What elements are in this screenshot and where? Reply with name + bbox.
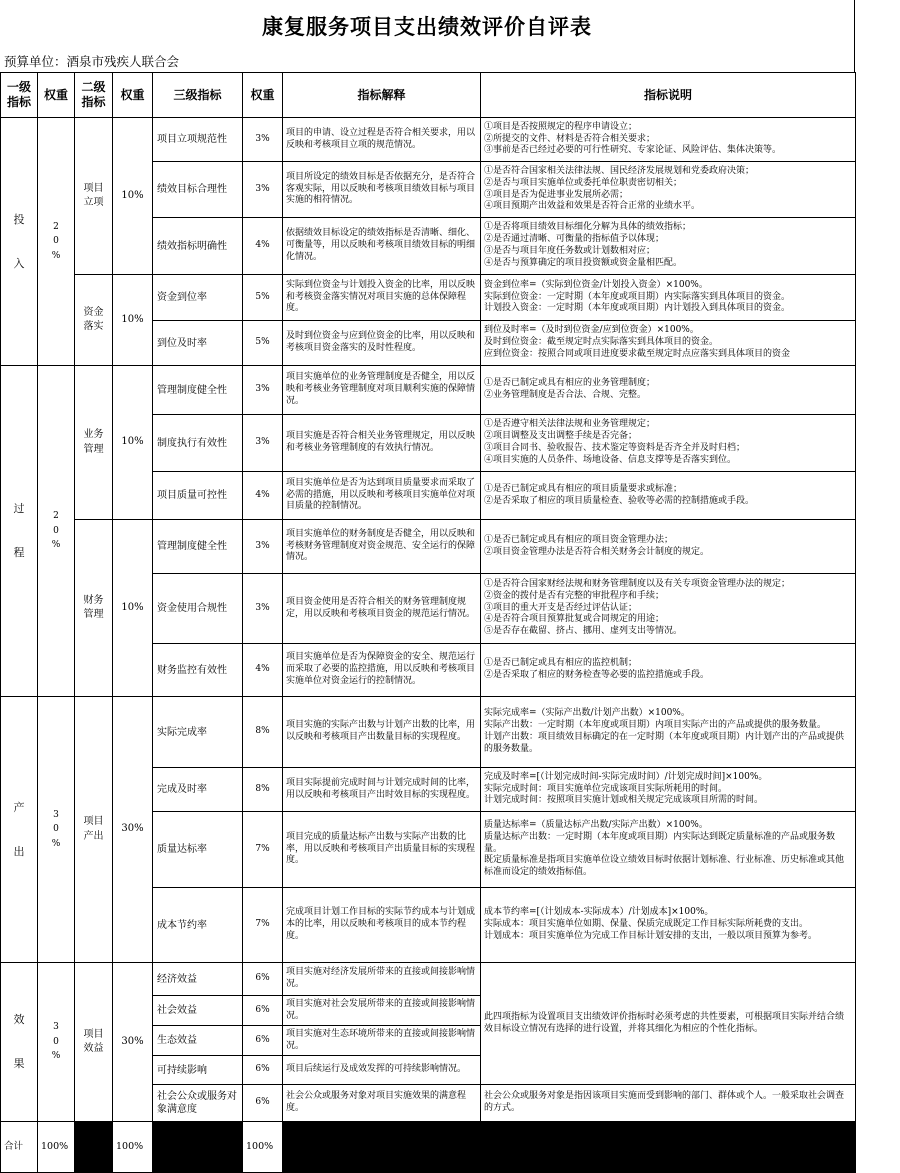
- page-title: 康复服务项目支出绩效评价自评表: [0, 0, 855, 52]
- indicator-weight: 3%: [243, 162, 283, 218]
- total-weight3: 100%: [243, 1122, 283, 1173]
- indicator-weight: 8%: [243, 697, 283, 768]
- indicator-name: 经济效益: [153, 963, 243, 996]
- indicator-desc: 实际完成率=（实际产出数/计划产出数）×100%。 实际产出数：一定时期（本年度或项目期）内项目实际产出的产品或提供的服务数量。 计划产出数：项目绩效目标确定的在一定时期（本年度或项目期）内计划产出的产品或提供的服务数量。: [481, 697, 856, 768]
- indicator-explain: 项目实施对生态环境所带来的直接或间接影响情况。: [283, 1026, 481, 1056]
- indicator-desc: ①是否符合国家财经法规和财务管理制度以及有关专项资金管理办法的规定； ②资金的拨付是否有完整的审批程序和手续； ③项目的重大开支是否经过评估认证； ④是否符合项目预算批复或合同规定的用途； ⑤是否存在截留、挤占、挪用、虚列支出等情况。: [481, 574, 856, 644]
- indicator-desc: 成本节约率=[（计划成本-实际成本）/计划成本]×100%。 实际成本：项目实施单位如期、保量、保质完成既定工作目标实际所耗费的支出。 计划成本：项目实施单位为完成工作目标计划安排的支出，一般以项目预算为参考。: [481, 888, 856, 963]
- indicator-desc: ①是否已制定或具有相应的业务管理制度； ②业务管理制度是否合法、合规、完整。: [481, 366, 856, 415]
- indicator-weight: 3%: [243, 520, 283, 574]
- header-weight1: 权重: [38, 73, 75, 118]
- level2-project-output-weight: 30%: [113, 697, 153, 963]
- indicator-explain: 项目的申请、设立过程是否符合相关要求，用以反映和考核项目立项的规范情况。: [283, 118, 481, 162]
- level2-finance-mgmt-weight: 10%: [113, 520, 153, 697]
- indicator-name: 制度执行有效性: [153, 415, 243, 472]
- level1-process-weight: 2 0 %: [38, 366, 75, 697]
- indicator-name: 到位及时率: [153, 321, 243, 366]
- total-filled-cell: [75, 1122, 113, 1173]
- level2-project-setup-weight: 10%: [113, 118, 153, 275]
- benefit-note: 此四项指标为设置项目支出绩效评价指标时必须考虑的共性要素，可根据项目实际并结合绩效目标设立情况有选择的进行设置，并将其细化为相应的个性化指标。: [481, 963, 856, 1085]
- level1-input: 投 入: [1, 118, 38, 366]
- indicator-desc: 完成及时率=[（计划完成时间-实际完成时间）/计划完成时间]×100%。 实际完成时间：项目实施单位完成该项目实际所耗用的时间。 计划完成时间：按照项目实施计划或相关规定完成该项目所需的时间。: [481, 768, 856, 812]
- indicator-desc: ①是否已制定或具有相应的项目质量要求或标准； ②是否采取了相应的项目质量检查、验收等必需的控制措施或手段。: [481, 472, 856, 520]
- indicator-name: 财务监控有效性: [153, 644, 243, 697]
- header-level3: 三级指标: [153, 73, 243, 118]
- total-weight2: 100%: [113, 1122, 153, 1173]
- indicator-explain: 社会公众或服务对象对项目实施效果的满意程度。: [283, 1085, 481, 1122]
- indicator-weight: 4%: [243, 472, 283, 520]
- indicator-desc: ①是否已制定或具有相应的项目资金管理办法； ②项目资金管理办法是否符合相关财务会计制度的规定。: [481, 520, 856, 574]
- indicator-weight: 7%: [243, 812, 283, 888]
- level1-process: 过 程: [1, 366, 38, 697]
- indicator-desc: ①是否符合国家相关法律法规、国民经济发展规划和党委政府决策； ②是否与项目实施单位或委托单位职责密切相关； ③项目是否为促进事业发展所必需； ④项目预期产出效益和效果是否符合正常的业绩水平。: [481, 162, 856, 218]
- table-row: [1, 118, 856, 162]
- indicator-explain: 实际到位资金与计划投入资金的比率，用以反映和考核资金落实情况对项目实施的总体保障程度。: [283, 275, 481, 321]
- level2-project-benefit-weight: 30%: [113, 963, 153, 1122]
- table-row: [1, 697, 856, 768]
- indicator-name: 绩效目标合理性: [153, 162, 243, 218]
- indicator-explain: 完成项目计划工作目标的实际节约成本与计划成本的比率，用以反映和考核项目的成本节约程度。: [283, 888, 481, 963]
- indicator-desc: 社会公众或服务对象是指因该项目实施而受到影响的部门、群体或个人。一般采取社会调查的方式。: [481, 1085, 856, 1122]
- indicator-name: 资金到位率: [153, 275, 243, 321]
- indicator-weight: 3%: [243, 415, 283, 472]
- level1-output-weight: 3 0 %: [38, 697, 75, 963]
- indicator-name: 社会公众或服务对象满意度: [153, 1085, 243, 1122]
- indicator-name: 资金使用合规性: [153, 574, 243, 644]
- level2-finance-mgmt: 财务 管理: [75, 520, 113, 697]
- indicator-explain: 项目实施是否符合相关业务管理规定，用以反映和考核业务管理制度的有效执行情况。: [283, 415, 481, 472]
- total-label: 合计: [1, 1122, 38, 1173]
- indicator-name: 生态效益: [153, 1026, 243, 1056]
- header-desc: 指标说明: [481, 73, 856, 118]
- indicator-weight: 3%: [243, 574, 283, 644]
- level2-project-benefit: 项目 效益: [75, 963, 113, 1122]
- indicator-name: 管理制度健全性: [153, 366, 243, 415]
- total-row: [1, 1122, 856, 1173]
- indicator-desc: ①项目是否按照规定的程序申请设立； ②所提交的文件、材料是否符合相关要求； ③事前是否已经过必要的可行性研究、专家论证、风险评估、集体决策等。: [481, 118, 856, 162]
- table-row: [1, 366, 856, 415]
- level2-project-output: 项目 产出: [75, 697, 113, 963]
- indicator-explain: 项目实际提前完成时间与计划完成时间的比率，用以反映和考核项目产出时效目标的实现程度。: [283, 768, 481, 812]
- indicator-explain: 项目后续运行及成效发挥的可持续影响情况。: [283, 1056, 481, 1085]
- indicator-name: 项目立项规范性: [153, 118, 243, 162]
- indicator-weight: 3%: [243, 366, 283, 415]
- level2-project-setup: 项目 立项: [75, 118, 113, 275]
- indicator-weight: 4%: [243, 218, 283, 275]
- indicator-explain: 项目实施对经济发展所带来的直接或间接影响情况。: [283, 963, 481, 996]
- header-level2: 二级 指标: [75, 73, 113, 118]
- indicator-explain: 项目所设定的绩效目标是否依据充分，是否符合客观实际，用以反映和考核项目绩效目标与项目实施的相符情况。: [283, 162, 481, 218]
- indicator-desc: ①是否已制定或具有相应的监控机制； ②是否采取了相应的财务检查等必要的监控措施或手段。: [481, 644, 856, 697]
- indicator-name: 管理制度健全性: [153, 520, 243, 574]
- total-filled-cell: [283, 1122, 481, 1173]
- indicator-weight: 6%: [243, 963, 283, 996]
- indicator-weight: 6%: [243, 996, 283, 1026]
- indicator-name: 项目质量可控性: [153, 472, 243, 520]
- indicator-desc: 质量达标率=（质量达标产出数/实际产出数）×100%。 质量达标产出数：一定时期（本年度或项目期）内实际达到既定质量标准的产品或服务数量。 既定质量标准是指项目实施单位设立绩效目标时依据计划标准、行业标准、历史标准或其他标准而设定的绩效指标值。: [481, 812, 856, 888]
- indicator-name: 完成及时率: [153, 768, 243, 812]
- header-explain: 指标解释: [283, 73, 481, 118]
- indicator-desc: 到位及时率=（及时到位资金/应到位资金）×100%。 及时到位资金：截至规定时点实际落实到具体项目的资金。 应到位资金：按照合同或项目进度要求截至规定时点应落实到具体项目的资金: [481, 321, 856, 366]
- indicator-weight: 5%: [243, 275, 283, 321]
- level1-effect: 效 果: [1, 963, 38, 1122]
- header-weight2: 权重: [113, 73, 153, 118]
- level1-effect-weight: 3 0 %: [38, 963, 75, 1122]
- indicator-explain: 项目实施单位的财务制度是否健全，用以反映和考核财务管理制度对资金规范、安全运行的保障情况。: [283, 520, 481, 574]
- level1-output: 产 出: [1, 697, 38, 963]
- indicator-weight: 7%: [243, 888, 283, 963]
- indicator-weight: 6%: [243, 1085, 283, 1122]
- header-weight3: 权重: [243, 73, 283, 118]
- indicator-name: 可持续影响: [153, 1056, 243, 1085]
- table-row: [1, 963, 856, 996]
- indicator-explain: 项目实施单位是否为保障资金的安全、规范运行而采取了必要的监控措施，用以反映和考核项目实施单位对资金运行的控制情况。: [283, 644, 481, 697]
- table-row: [1, 520, 856, 574]
- indicator-name: 实际完成率: [153, 697, 243, 768]
- indicator-weight: 4%: [243, 644, 283, 697]
- level2-funding-weight: 10%: [113, 275, 153, 366]
- level2-business-mgmt-weight: 10%: [113, 366, 153, 520]
- level2-business-mgmt: 业务 管理: [75, 366, 113, 520]
- indicator-name: 成本节约率: [153, 888, 243, 963]
- indicator-name: 绩效指标明确性: [153, 218, 243, 275]
- indicator-explain: 项目实施对社会发展所带来的直接或间接影响情况。: [283, 996, 481, 1026]
- indicator-weight: 6%: [243, 1026, 283, 1056]
- indicator-desc: ①是否将项目绩效目标细化分解为具体的绩效指标； ②是否通过清晰、可衡量的指标值予以体现； ③是否与项目年度任务数或计划数相对应； ④是否与预算确定的项目投资额或资金量相匹配。: [481, 218, 856, 275]
- indicator-explain: 项目完成的质量达标产出数与实际产出数的比率，用以反映和考核项目产出质量目标的实现程度。: [283, 812, 481, 888]
- indicator-explain: 项目实施的实际产出数与计划产出数的比率，用以反映和考核项目产出数量目标的实现程度。: [283, 697, 481, 768]
- indicator-explain: 项目实施单位是否为达到项目质量要求而采取了必需的措施，用以反映和考核项目实施单位对项目质量的控制情况。: [283, 472, 481, 520]
- indicator-desc: 资金到位率=（实际到位资金/计划投入资金）×100%。 实际到位资金：一定时期（本年度或项目期）内实际落实到具体项目的资金。 计划投入资金：一定时期（本年度或项目期）内计划投入到具体项目的资金。: [481, 275, 856, 321]
- indicator-name: 社会效益: [153, 996, 243, 1026]
- evaluation-table: [0, 72, 856, 1173]
- indicator-weight: 8%: [243, 768, 283, 812]
- level2-funding: 资金 落实: [75, 275, 113, 366]
- header-row: [1, 73, 856, 118]
- table-row: [1, 275, 856, 321]
- header-level1: 一级 指标: [1, 73, 38, 118]
- budget-unit: 预算单位：酒泉市残疾人联合会: [0, 52, 855, 72]
- indicator-explain: 项目实施单位的业务管理制度是否健全，用以反映和考核业务管理制度对项目顺利实施的保障情况。: [283, 366, 481, 415]
- indicator-explain: 及时到位资金与应到位资金的比率，用以反映和考核项目资金落实的及时性程度。: [283, 321, 481, 366]
- indicator-weight: 3%: [243, 118, 283, 162]
- indicator-name: 质量达标率: [153, 812, 243, 888]
- total-weight1: 100%: [38, 1122, 75, 1173]
- indicator-explain: 项目资金使用是否符合相关的财务管理制度规定，用以反映和考核项目资金的规范运行情况。: [283, 574, 481, 644]
- total-filled-cell: [481, 1122, 856, 1173]
- indicator-desc: ①是否遵守相关法律法规和业务管理规定； ②项目调整及支出调整手续是否完备； ③项目合同书、验收报告、技术鉴定等资料是否齐全并及时归档； ④项目实施的人员条件、场地设备、信息支撑等是否落实到位。: [481, 415, 856, 472]
- indicator-explain: 依据绩效目标设定的绩效指标是否清晰、细化、可衡量等，用以反映和考核项目绩效目标的明细化情况。: [283, 218, 481, 275]
- total-filled-cell: [153, 1122, 243, 1173]
- indicator-weight: 5%: [243, 321, 283, 366]
- level1-input-weight: 2 0 %: [38, 118, 75, 366]
- indicator-weight: 6%: [243, 1056, 283, 1085]
